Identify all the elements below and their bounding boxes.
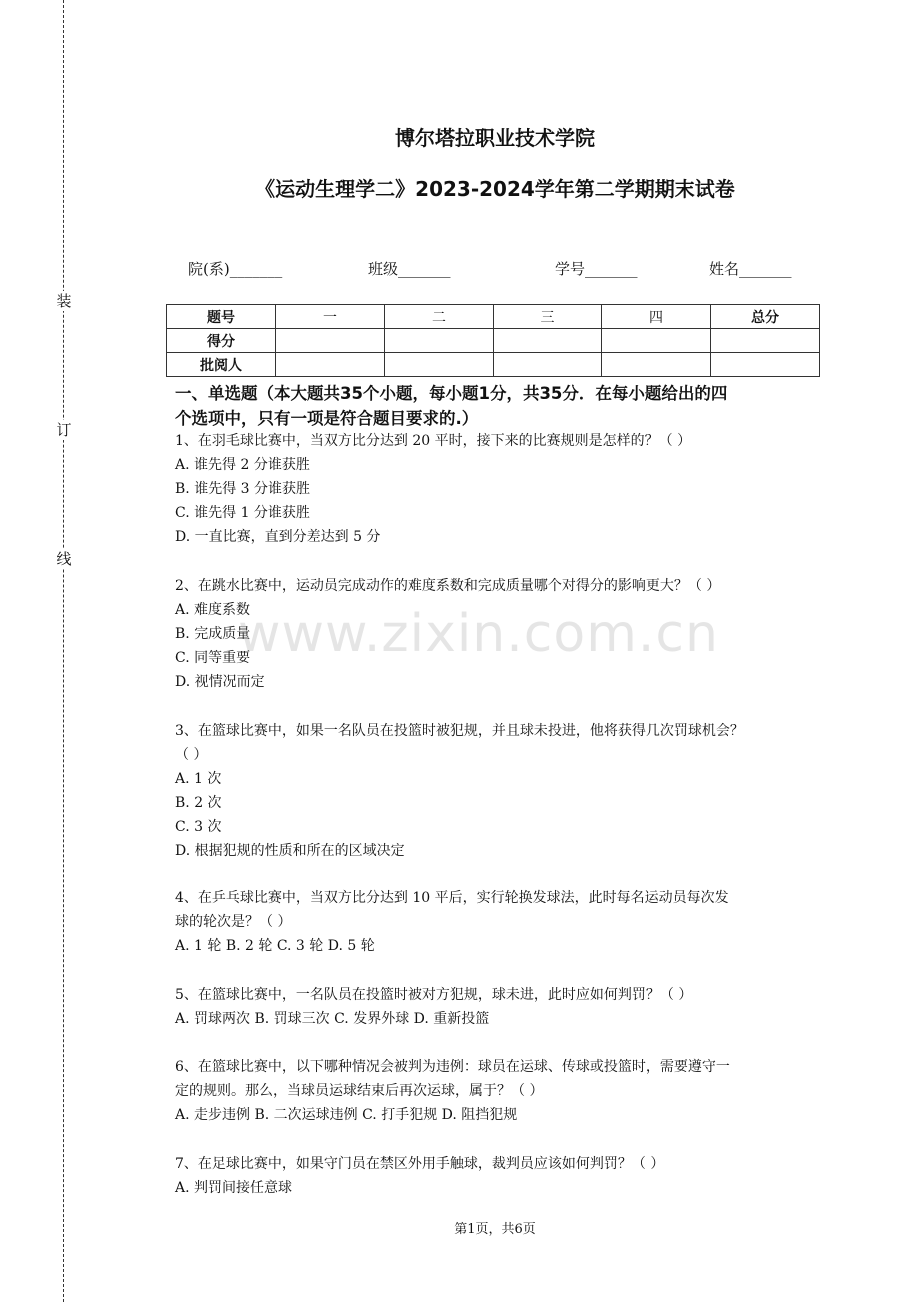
question-7	[175, 1152, 820, 1200]
question-stem: 2、在跳水比赛中，运动员完成动作的难度系数和完成质量哪个对得分的影响更大？（ ）	[175, 578, 721, 594]
header-cell-2: 二	[385, 305, 494, 329]
page-footer: 第1页，共6页	[454, 1222, 536, 1237]
exam-title: 《运动生理学二》2023-2024学年第二学期期末试卷	[255, 177, 735, 201]
question-5	[175, 983, 820, 1031]
header-cell-1: 一	[276, 305, 385, 329]
grader-cell[interactable]	[494, 353, 602, 377]
score-cell[interactable]	[276, 329, 385, 353]
class-field: 班级_______	[368, 260, 451, 278]
option-a: A. 难度系数	[175, 602, 251, 618]
question-stem: 7、在足球比赛中，如果守门员在禁区外用手触球，裁判员应该如何判罚？（ ）	[175, 1156, 665, 1172]
section-heading	[175, 381, 820, 431]
option-a: A. 谁先得 2 分谁获胜	[175, 457, 310, 473]
question-stem-line1: 3、在篮球比赛中，如果一名队员在投篮时被犯规，并且球未投进，他将获得几次罚球机会？	[175, 723, 744, 739]
binding-char-ding: 订	[56, 421, 72, 439]
question-3	[175, 719, 820, 863]
score-table-header-row	[167, 305, 820, 329]
score-row	[167, 329, 820, 353]
header-cell-4: 四	[602, 305, 711, 329]
options-line: A. 罚球两次 B. 罚球三次 C. 发界外球 D. 重新投篮	[175, 1011, 490, 1027]
question-stem: 5、在篮球比赛中，一名队员在投篮时被对方犯规，球未进，此时应如何判罚？（ ）	[175, 987, 693, 1003]
question-2	[175, 574, 820, 694]
header-cell-question-no: 题号	[167, 305, 276, 329]
options-line: A. 1 轮 B. 2 轮 C. 3 轮 D. 5 轮	[175, 938, 375, 954]
question-stem-line1: 6、在篮球比赛中，以下哪种情况会被判为违例：球员在运球、传球或投篮时，需要遵守一	[175, 1059, 730, 1075]
section-heading-line1: 一、单选题（本大题共35个小题，每小题1分，共35分．在每小题给出的四	[175, 384, 728, 403]
question-stem-line1: 4、在乒乓球比赛中，当双方比分达到 10 平后，实行轮换发球法，此时每名运动员每次发	[175, 890, 729, 906]
grader-cell[interactable]	[711, 353, 820, 377]
student-id-field: 学号_______	[555, 260, 638, 278]
option-c: C. 同等重要	[175, 650, 251, 666]
header-cell-3: 三	[494, 305, 602, 329]
question-stem-line2: （ ）	[175, 747, 208, 763]
grader-cell[interactable]	[276, 353, 385, 377]
school-name: 博尔塔拉职业技术学院	[395, 126, 595, 150]
option-d: D. 根据犯规的性质和所在的区域决定	[175, 843, 405, 859]
option-a: A. 1 次	[175, 771, 222, 787]
option-b: B. 完成质量	[175, 626, 251, 642]
score-row-label: 得分	[167, 329, 276, 353]
grader-row	[167, 353, 820, 377]
question-4	[175, 886, 820, 958]
header-cell-total: 总分	[711, 305, 820, 329]
question-6	[175, 1055, 820, 1127]
option-b: B. 2 次	[175, 795, 222, 811]
binding-char-zhuang: 装	[56, 292, 72, 310]
grader-row-label: 批阅人	[167, 353, 276, 377]
options-line: A. 走步违例 B. 二次运球违例 C. 打手犯规 D. 阻挡犯规	[175, 1107, 518, 1123]
question-stem-line2: 定的规则。那么，当球员运球结束后再次运球，属于？（ ）	[175, 1083, 544, 1099]
question-stem-line2: 球的轮次是？（ ）	[175, 914, 292, 930]
watermark: www.zixin.com.cn	[238, 604, 719, 664]
section-heading-line2: 个选项中，只有一项是符合题目要求的.）	[175, 409, 479, 428]
option-d: D. 视情况而定	[175, 674, 265, 690]
grader-cell[interactable]	[602, 353, 711, 377]
option-c: C. 谁先得 1 分谁获胜	[175, 505, 310, 521]
score-cell[interactable]	[711, 329, 820, 353]
score-cell[interactable]	[385, 329, 494, 353]
option-d: D. 一直比赛，直到分差达到 5 分	[175, 529, 381, 545]
score-cell[interactable]	[494, 329, 602, 353]
question-1	[175, 429, 820, 549]
binding-char-xian: 线	[56, 550, 72, 568]
score-table	[166, 304, 820, 377]
option-c: C. 3 次	[175, 819, 222, 835]
department-field: 院(系)_______	[188, 260, 283, 278]
score-cell[interactable]	[602, 329, 711, 353]
name-field: 姓名_______	[709, 260, 792, 278]
option-a: A. 判罚间接任意球	[175, 1180, 293, 1196]
question-stem: 1、在羽毛球比赛中，当双方比分达到 20 平时，接下来的比赛规则是怎样的？（ ）	[175, 433, 692, 449]
option-b: B. 谁先得 3 分谁获胜	[175, 481, 310, 497]
grader-cell[interactable]	[385, 353, 494, 377]
